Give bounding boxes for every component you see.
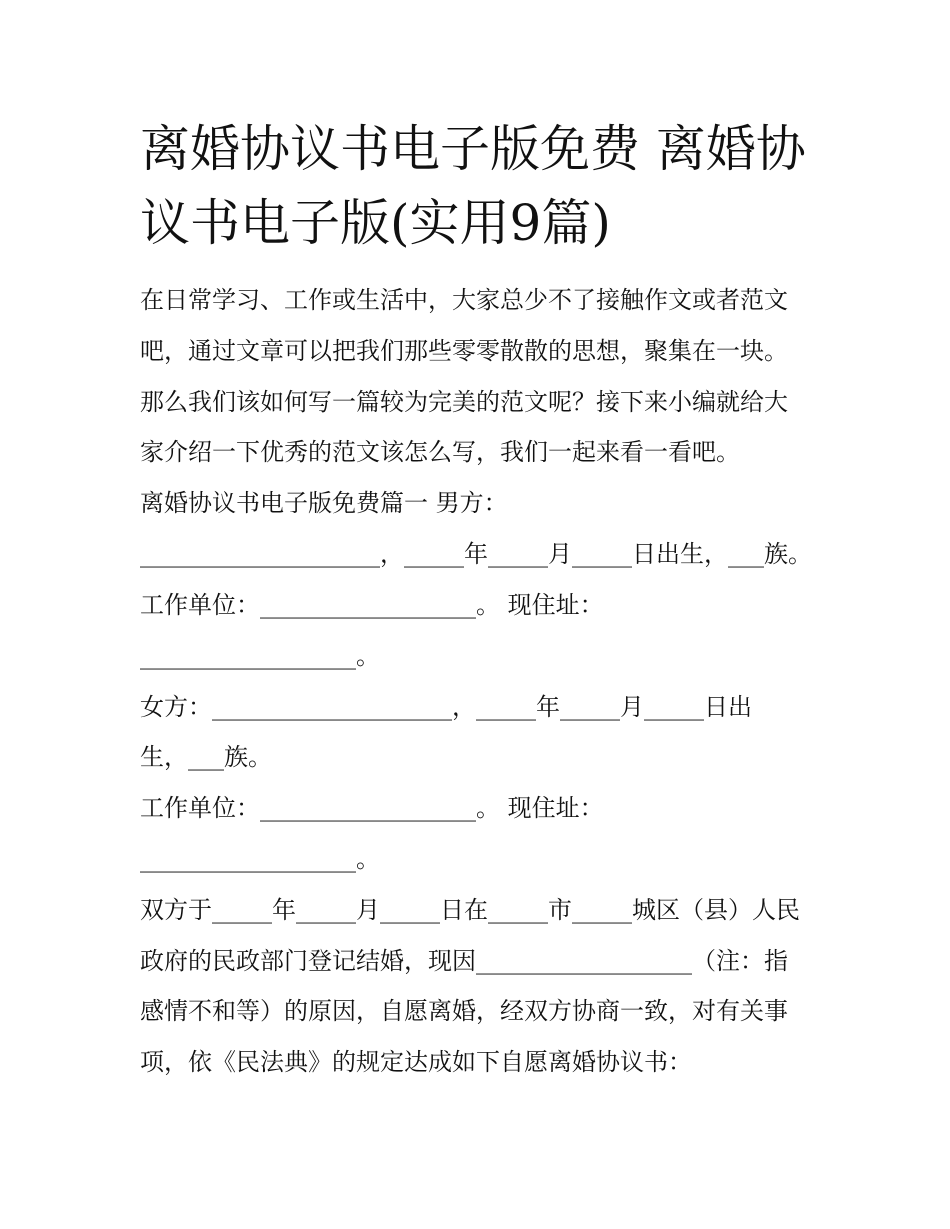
marriage-line-4: 项，依《民法典》的规定达成如下自愿离婚协议书： <box>140 1048 692 1076</box>
intro-line-1: 在日常学习、工作或生活中，大家总少不了接触作文或者范文 <box>140 286 788 314</box>
male-address-line: __________________。 <box>140 642 380 670</box>
document-title: 离婚协议书电子版免费 离婚协议书电子版(实用9篇) <box>140 120 806 252</box>
female-ethnicity-line: 生，___族。 <box>140 743 272 771</box>
intro-line-2: 吧，通过文章可以把我们那些零零散散的思想，聚集在一块。 <box>140 337 788 365</box>
female-birth-line: 女方：____________________，_____年_____月_____日出 <box>140 693 752 721</box>
marriage-line-2: 政府的民政部门登记结婚，现因__________________（注：指 <box>140 947 788 975</box>
intro-line-4: 家介绍一下优秀的范文该怎么写，我们一起来看一看吧。 <box>140 438 740 466</box>
marriage-line-1: 双方于_____年_____月_____日在_____市_____城区（县）人民 <box>140 896 800 924</box>
female-work-line: 工作单位：__________________。 现住址： <box>140 794 604 822</box>
section-heading-line: 离婚协议书电子版免费篇一 男方： <box>140 489 508 517</box>
male-birth-line: ____________________，_____年_____月_____日出生，___族。 <box>140 540 812 568</box>
marriage-line-3: 感情不和等）的原因，自愿离婚，经双方协商一致，对有关事 <box>140 997 788 1025</box>
female-address-line: __________________。 <box>140 845 380 873</box>
male-work-line: 工作单位：__________________。 现住址： <box>140 591 604 619</box>
intro-line-3: 那么我们该如何写一篇较为完美的范文呢？接下来小编就给大 <box>140 388 788 416</box>
